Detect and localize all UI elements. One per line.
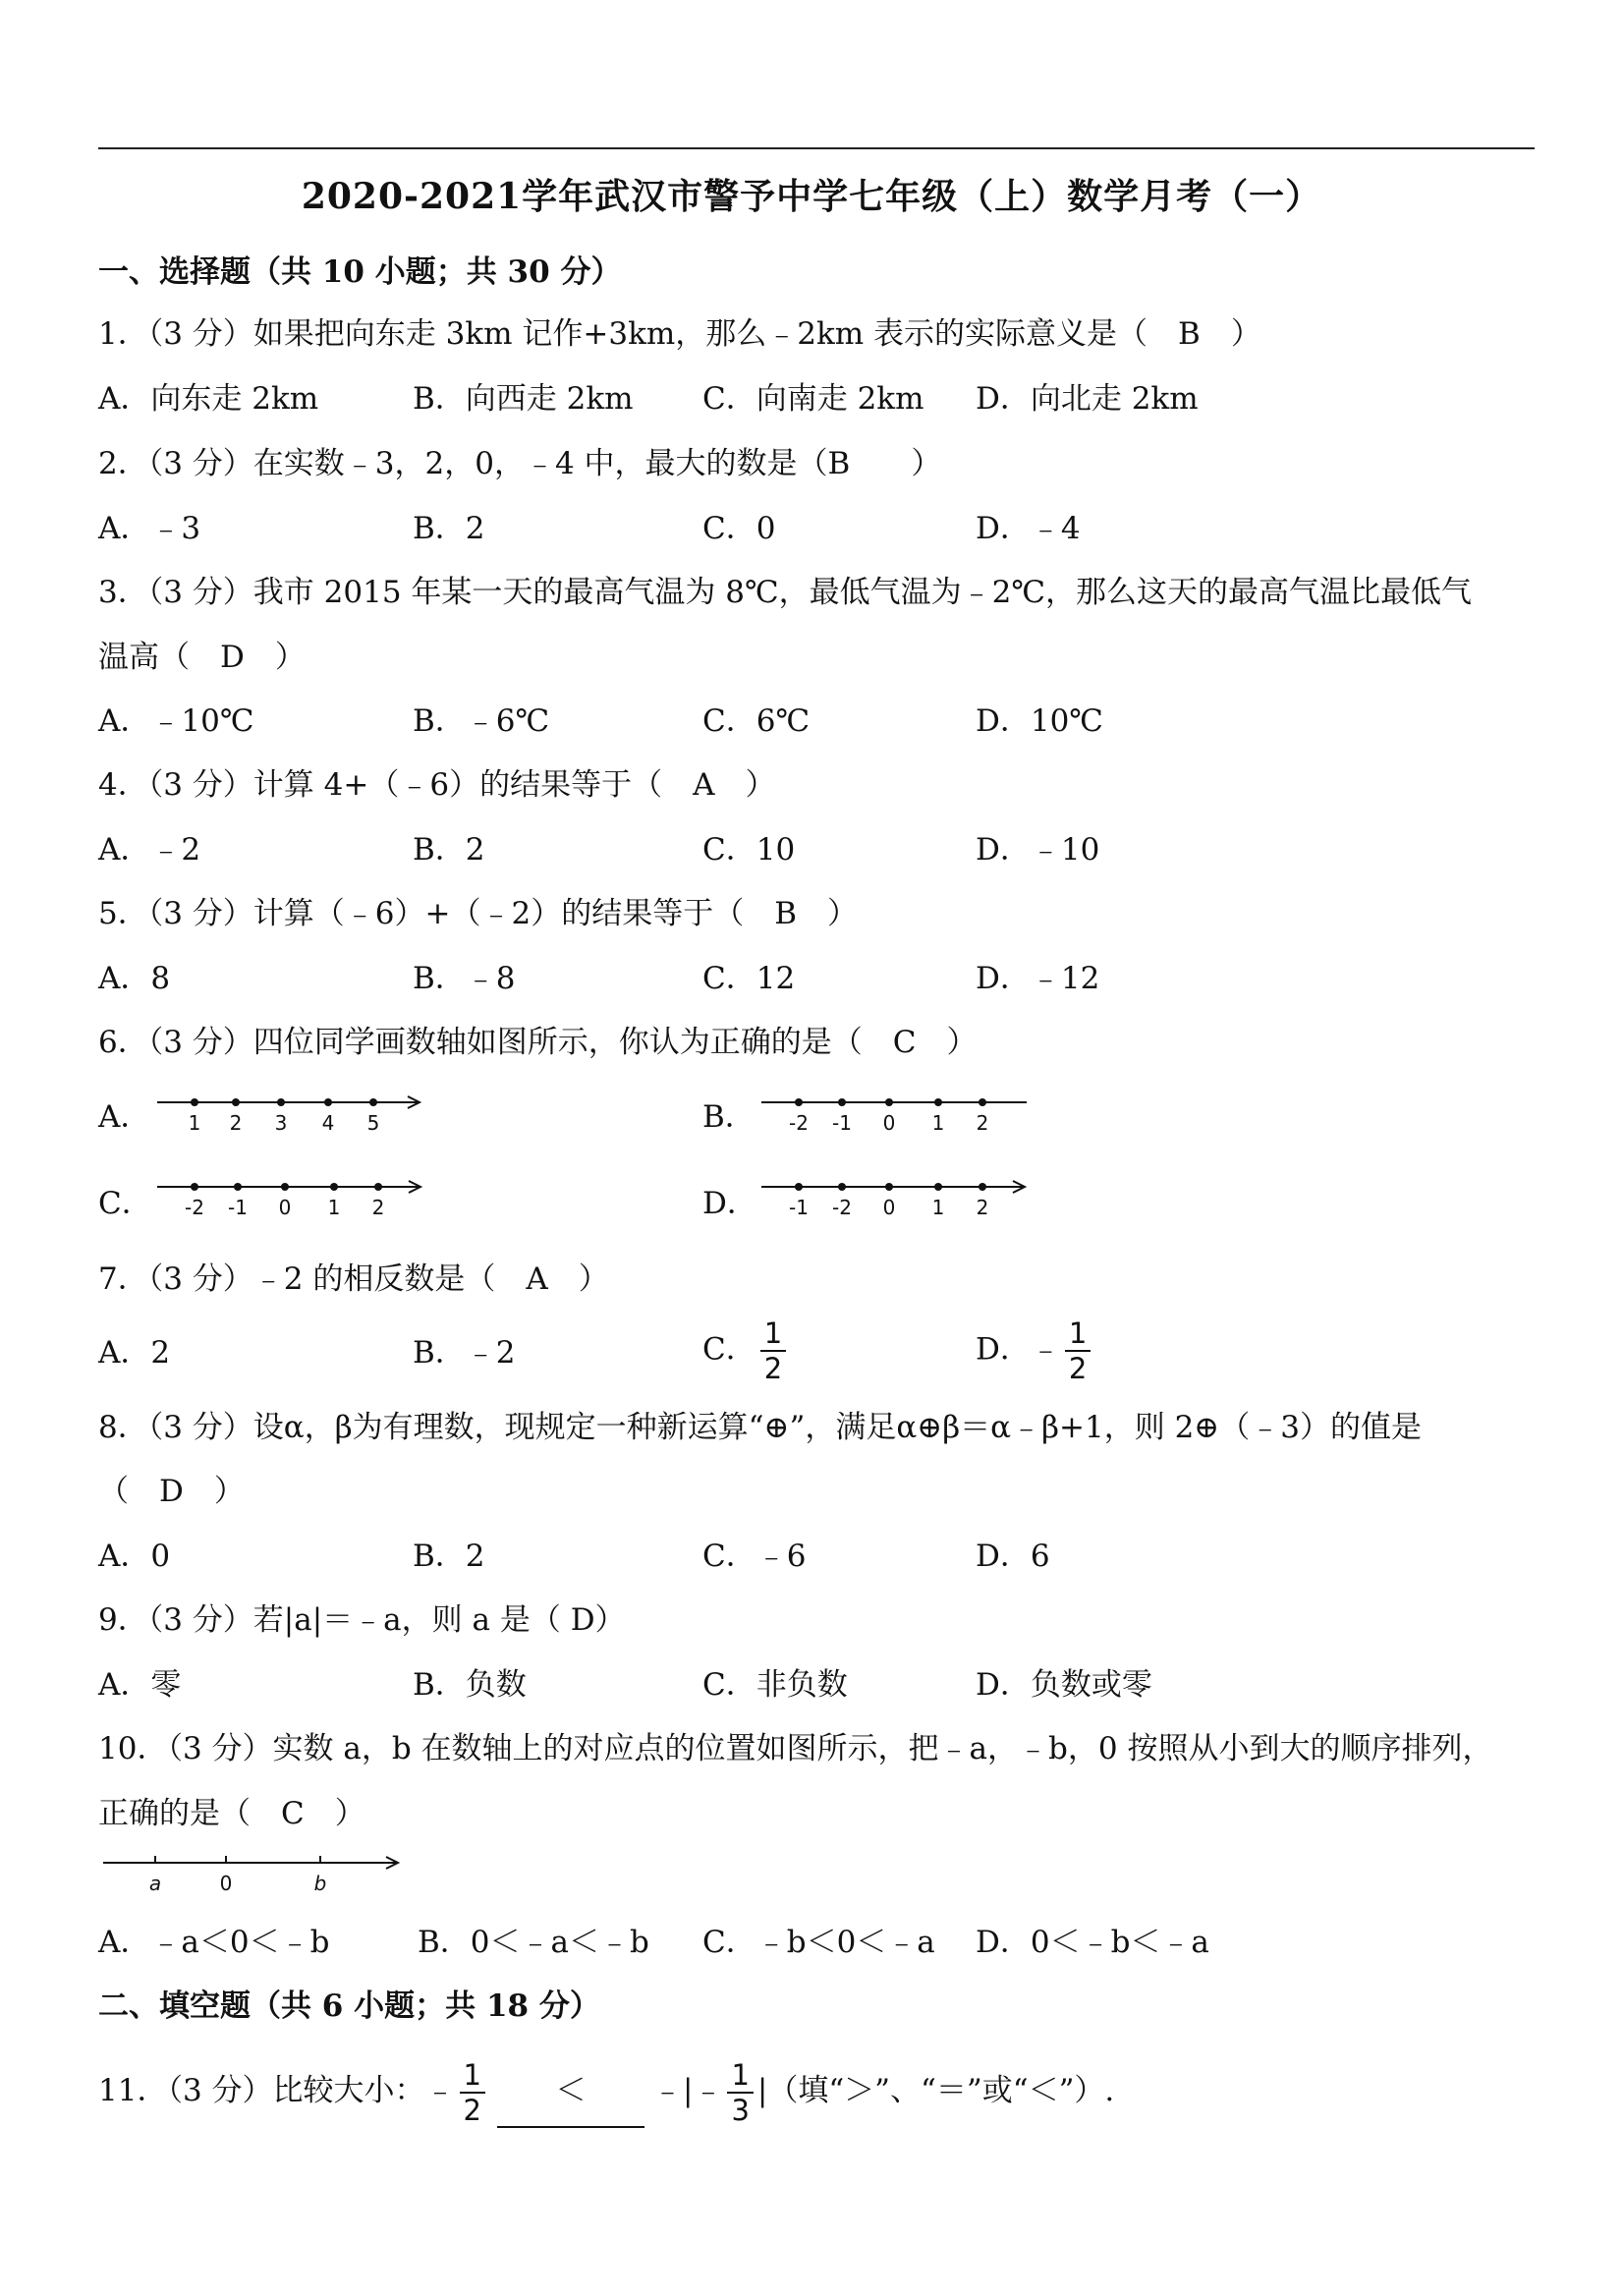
- question-7-option-d: [976, 1316, 1094, 1385]
- axis-point: [232, 1098, 240, 1106]
- axis-label: -1: [832, 1111, 852, 1135]
- axis-point: [934, 1098, 942, 1106]
- question-5-stem: 5．（3 分）计算（﹣6）+（﹣2）的结果等于（ B ）: [98, 896, 858, 931]
- question-8-option-a: A．0: [98, 1539, 171, 1574]
- question-4-option-d: D．﹣10: [976, 832, 1100, 868]
- question-3-stem-line2: 温高（ D ）: [98, 640, 306, 675]
- axis-label: 5: [366, 1111, 380, 1135]
- axis-label: 1: [931, 1111, 945, 1135]
- question-10-option-a: A．﹣a＜0＜﹣b: [98, 1925, 330, 1960]
- fraction-denominator: 3: [731, 2093, 750, 2127]
- question-9-stem: 9．（3 分）若|a|＝﹣a，则 a 是（ D）: [98, 1602, 626, 1638]
- question-1-option-a: A．向东走 2km: [98, 381, 319, 417]
- axis-label: 3: [274, 1111, 288, 1135]
- question-1-option-b: B．向西走 2km: [413, 381, 634, 417]
- question-1-option-c: C．向南走 2km: [702, 381, 924, 417]
- question-7-option-a: A．2: [98, 1335, 171, 1371]
- axis-point: [191, 1098, 198, 1106]
- axis-point: [795, 1098, 803, 1106]
- axis-point: [277, 1098, 285, 1106]
- axis-label: 2: [371, 1196, 385, 1219]
- question-4-stem: 4．（3 分）计算 4+（﹣6）的结果等于（ A ）: [98, 767, 776, 803]
- axis-label: 1: [188, 1111, 201, 1135]
- axis-label: 1: [931, 1196, 945, 1219]
- fraction-one-third: [727, 2058, 753, 2127]
- axis-point: [234, 1183, 242, 1191]
- question-8-stem-line2: （ D ）: [98, 1474, 245, 1509]
- axis-point: [838, 1183, 846, 1191]
- axis-point: [191, 1183, 198, 1191]
- section-fill-heading: 二、填空题（共 6 小题；共 18 分）: [98, 1988, 600, 2024]
- axis-point: [324, 1098, 332, 1106]
- axis-label: 0: [219, 1872, 233, 1895]
- fraction-numerator: 1: [460, 2058, 485, 2094]
- question-4-option-b: B．2: [413, 832, 485, 868]
- question-7-option-c: [702, 1316, 790, 1385]
- question-10-option-c: C．﹣b＜0＜﹣a: [702, 1925, 935, 1960]
- fraction-denominator: 2: [763, 1352, 783, 1385]
- axis-label: -2: [185, 1196, 204, 1219]
- question-2-option-d: D．﹣4: [976, 511, 1081, 546]
- number-line-d: [761, 1177, 1036, 1224]
- section-choice-heading: 一、选择题（共 10 小题；共 30 分）: [98, 254, 622, 290]
- question-7-stem: 7．（3 分）﹣2 的相反数是（ A ）: [98, 1261, 609, 1297]
- axis-label: -2: [832, 1196, 852, 1219]
- axis-label: -1: [228, 1196, 248, 1219]
- question-11-suffix: |（填“＞”、“＝”或“＜”）.: [756, 2073, 1115, 2108]
- question-11-stem: [98, 2055, 1114, 2128]
- question-2-option-c: C．0: [702, 511, 776, 546]
- axis-label: 2: [976, 1196, 989, 1219]
- fraction-denominator: 2: [463, 2093, 481, 2127]
- question-5-option-c: C．12: [702, 961, 796, 996]
- question-9-option-b: B．负数: [413, 1667, 527, 1703]
- axis-label: 0: [882, 1111, 896, 1135]
- question-8-option-b: B．2: [413, 1539, 485, 1574]
- fraction-one-half: [460, 2058, 485, 2127]
- fraction-one-half: [760, 1316, 786, 1385]
- fraction-one-half: [1065, 1316, 1091, 1385]
- question-5-option-a: A．8: [98, 961, 171, 996]
- axis-label: -2: [789, 1111, 809, 1135]
- axis-point: [885, 1098, 893, 1106]
- number-line-c: [157, 1177, 432, 1224]
- question-6-option-a: A．: [98, 1099, 151, 1135]
- axis-point: [979, 1098, 986, 1106]
- number-line-ab: [98, 1853, 413, 1902]
- fraction-numerator: 1: [1065, 1316, 1091, 1352]
- question-1-stem: 1．（3 分）如果把向东走 3km 记作+3km，那么﹣2km 表示的实际意义是（ B ）: [98, 316, 1261, 352]
- number-line-a: [157, 1092, 432, 1140]
- question-3-option-a: A．﹣10℃: [98, 703, 254, 739]
- header-rule: [98, 147, 1535, 149]
- axis-point: [934, 1183, 942, 1191]
- axis-point: [374, 1183, 382, 1191]
- axis-point: [979, 1183, 986, 1191]
- question-8-option-d: D．6: [976, 1539, 1050, 1574]
- question-7-option-b: B．﹣2: [413, 1335, 516, 1371]
- axis-point: [330, 1183, 338, 1191]
- question-1-option-d: D．向北走 2km: [976, 381, 1199, 417]
- axis-label: 2: [976, 1111, 989, 1135]
- question-9-option-c: C．非负数: [702, 1667, 848, 1703]
- axis-label: 4: [321, 1111, 335, 1135]
- question-10-option-b: B．0＜﹣a＜﹣b: [418, 1925, 649, 1960]
- question-3-option-c: C．6℃: [702, 703, 811, 739]
- fraction-denominator: 2: [1068, 1352, 1088, 1385]
- question-6-stem: 6．（3 分）四位同学画数轴如图所示，你认为正确的是（ C ）: [98, 1025, 978, 1060]
- question-5-option-b: B．﹣8: [413, 961, 516, 996]
- axis-label: -1: [789, 1196, 809, 1219]
- question-3-option-d: D．10℃: [976, 703, 1103, 739]
- axis-label: b: [313, 1872, 327, 1895]
- question-4-option-a: A．﹣2: [98, 832, 201, 868]
- axis-point: [281, 1183, 289, 1191]
- question-10-stem-line2: 正确的是（ C ）: [98, 1796, 365, 1831]
- axis-label: 1: [327, 1196, 341, 1219]
- question-8-stem-line1: 8．（3 分）设α，β为有理数，现规定一种新运算“⊕”，满足α⊕β＝α﹣β+1，则 2⊕（﹣3）的值是: [98, 1410, 1422, 1445]
- question-8-option-c: C．﹣6: [702, 1539, 807, 1574]
- question-2-stem: 2．（3 分）在实数﹣3，2，0，﹣4 中，最大的数是（B ）: [98, 446, 942, 481]
- axis-label: a: [148, 1872, 162, 1895]
- question-10-stem-line1: 10．（3 分）实数 a，b 在数轴上的对应点的位置如图所示，把﹣a，﹣b，0 按照从小到大的顺序排列，: [98, 1731, 1493, 1766]
- question-4-option-c: C．10: [702, 832, 796, 868]
- question-6-option-d: D．: [702, 1186, 757, 1221]
- question-7-option-d-label: D．﹣: [976, 1331, 1061, 1368]
- question-2-option-b: B．2: [413, 511, 485, 546]
- question-9-option-d: D．负数或零: [976, 1667, 1152, 1703]
- axis-point: [885, 1183, 893, 1191]
- answer-blank[interactable]: ＜: [497, 2055, 644, 2128]
- question-11-prefix: 11．（3 分）比较大小：﹣: [98, 2073, 456, 2108]
- question-10-option-d: D．0＜﹣b＜﹣a: [976, 1925, 1209, 1960]
- question-6-option-b: B．: [702, 1099, 756, 1135]
- axis-label: 2: [229, 1111, 243, 1135]
- axis-point: [838, 1098, 846, 1106]
- question-9-option-a: A．零: [98, 1667, 182, 1703]
- number-line-b: [761, 1092, 1036, 1140]
- question-11-middle: ﹣|﹣: [651, 2073, 724, 2108]
- axis-point: [369, 1098, 377, 1106]
- question-3-stem-line1: 3．（3 分）我市 2015 年某一天的最高气温为 8℃，最低气温为﹣2℃，那么这天的最高气温比最低气: [98, 575, 1473, 610]
- fraction-numerator: 1: [760, 1316, 786, 1352]
- question-5-option-d: D．﹣12: [976, 961, 1100, 996]
- fraction-numerator: 1: [727, 2058, 753, 2094]
- axis-point: [795, 1183, 803, 1191]
- page-title: 2020-2021学年武汉市警予中学七年级（上）数学月考（一）: [301, 176, 1322, 217]
- axis-label: 0: [278, 1196, 292, 1219]
- axis-label: 0: [882, 1196, 896, 1219]
- question-6-option-c: C．: [98, 1186, 152, 1221]
- question-2-option-a: A．﹣3: [98, 511, 201, 546]
- question-7-option-c-label: C．: [702, 1331, 756, 1368]
- question-3-option-b: B．﹣6℃: [413, 703, 550, 739]
